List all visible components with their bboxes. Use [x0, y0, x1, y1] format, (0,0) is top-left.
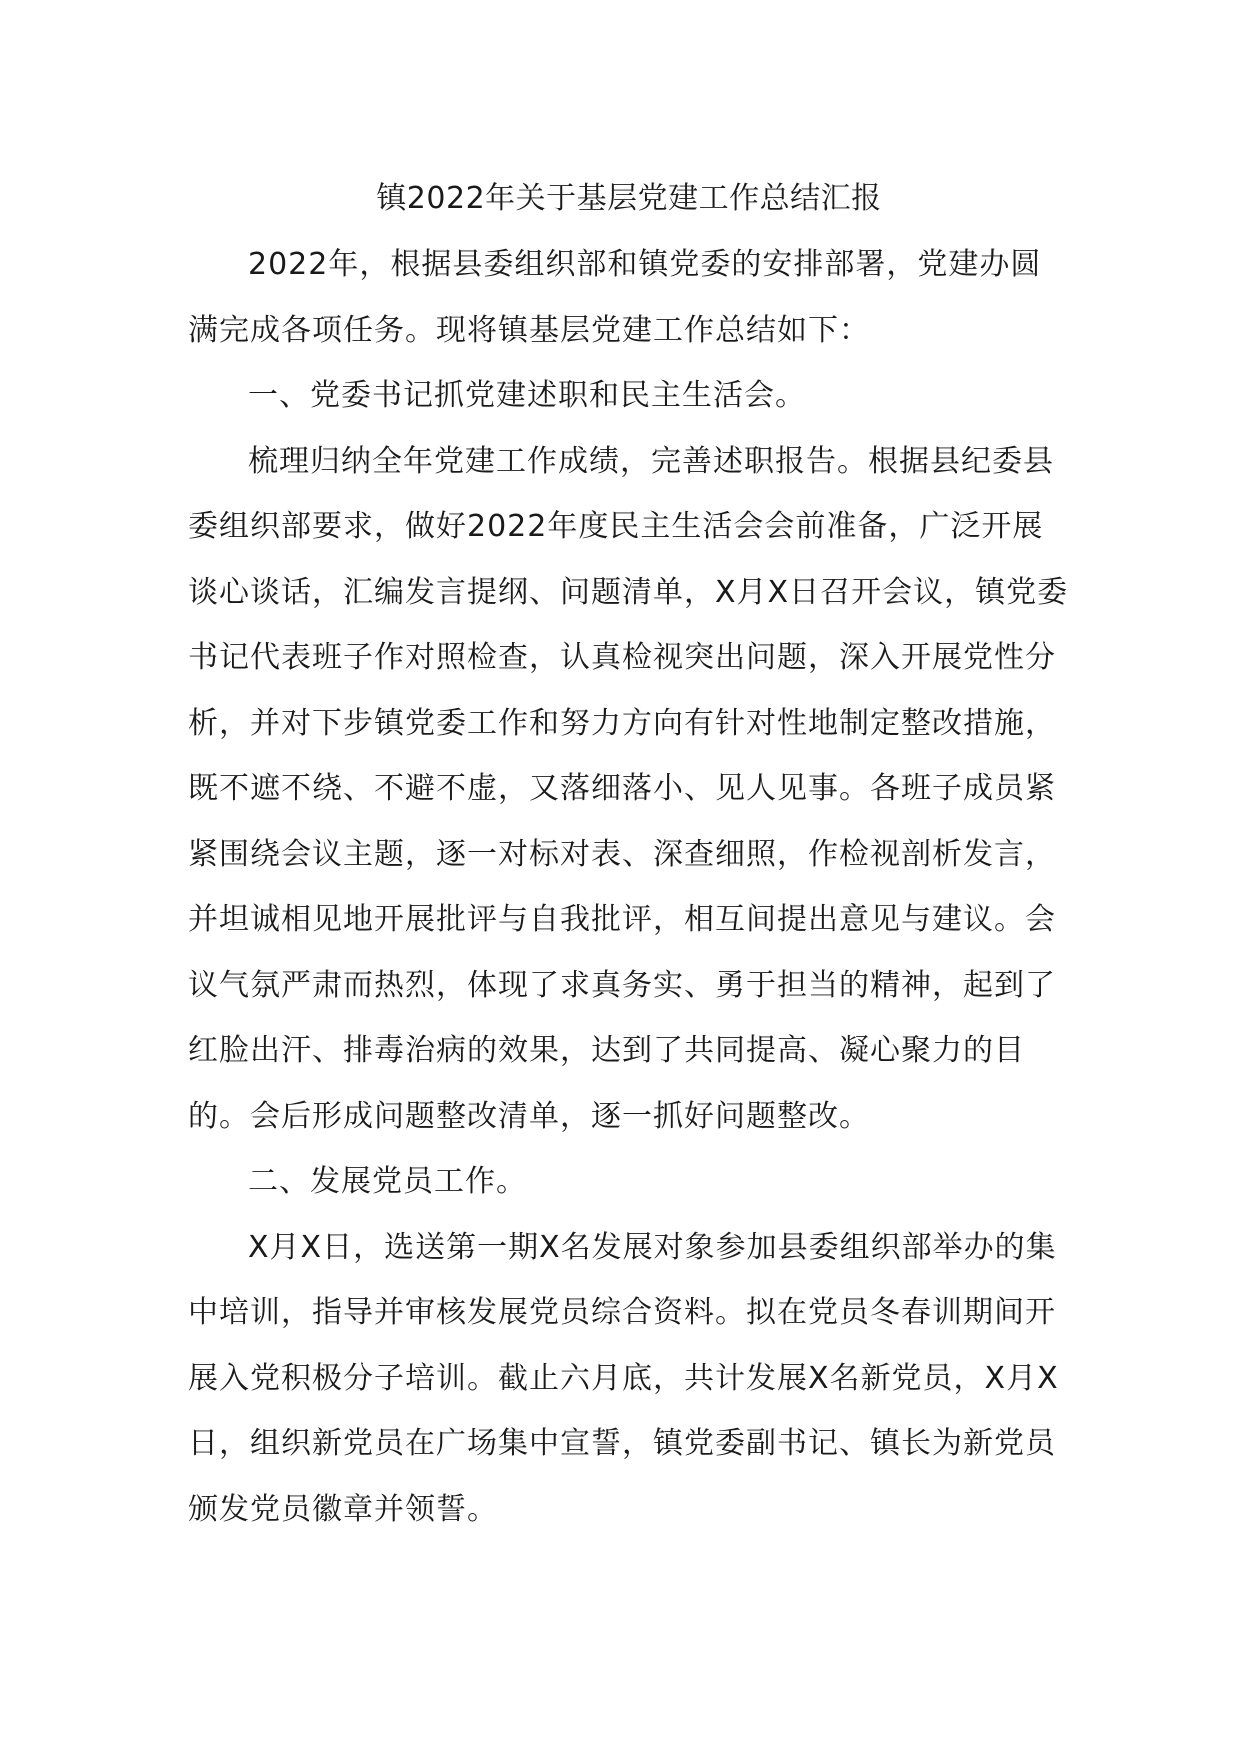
document-body	[188, 166, 1070, 1542]
section-heading-2: 二、发展党员工作。	[248, 1164, 527, 1199]
section-body-1: 梳理归纳全年党建工作成绩，完善述职报告。根据县纪委县委组织部要求，做好2022年度民主生活会会前准备，广泛开展谈心谈话，汇编发言提纲、问题清单，X月X日召开会议，镇党委书记代表班子作对照检查，认真检视突出问题，深入开展党性分析，并对下步镇党委工作和努力方向有针对性地制定整改措施，既不遮不绕、不避不虚，又落细落小、见人见事。各班子成员紧紧围绕会议主题，逐一对标对表、深查细照，作检视剖析发言，并坦诚相见地开展批评与自我批评，相互间提出意见与建议。会议气氛严肃而热烈，体现了求真务实、勇于担当的精神，起到了红脸出汗、排毒治病的效果，达到了共同提高、凝心聚力的目的。会后形成问题整改清单，逐一抓好问题整改。	[188, 443, 1069, 1134]
section-heading-1: 一、党委书记抓党建述职和民主生活会。	[248, 378, 806, 413]
section-body-2: X月X日，选送第一期X名发展对象参加县委组织部举办的集中培训，指导并审核发展党员综合资料。拟在党员冬春训期间开展入党积极分子培训。截止六月底，共计发展X名新党员，X月X日，组织新党员在广场集中宣誓，镇党委副书记、镇长为新党员颁发党员徽章并领誓。	[188, 1229, 1059, 1527]
intro-paragraph: 2022年，根据县委组织部和镇党委的安排部署，党建办圆满完成各项任务。现将镇基层党建工作总结如下：	[188, 247, 1042, 348]
document-title: 镇2022年关于基层党建工作总结汇报	[376, 181, 882, 216]
